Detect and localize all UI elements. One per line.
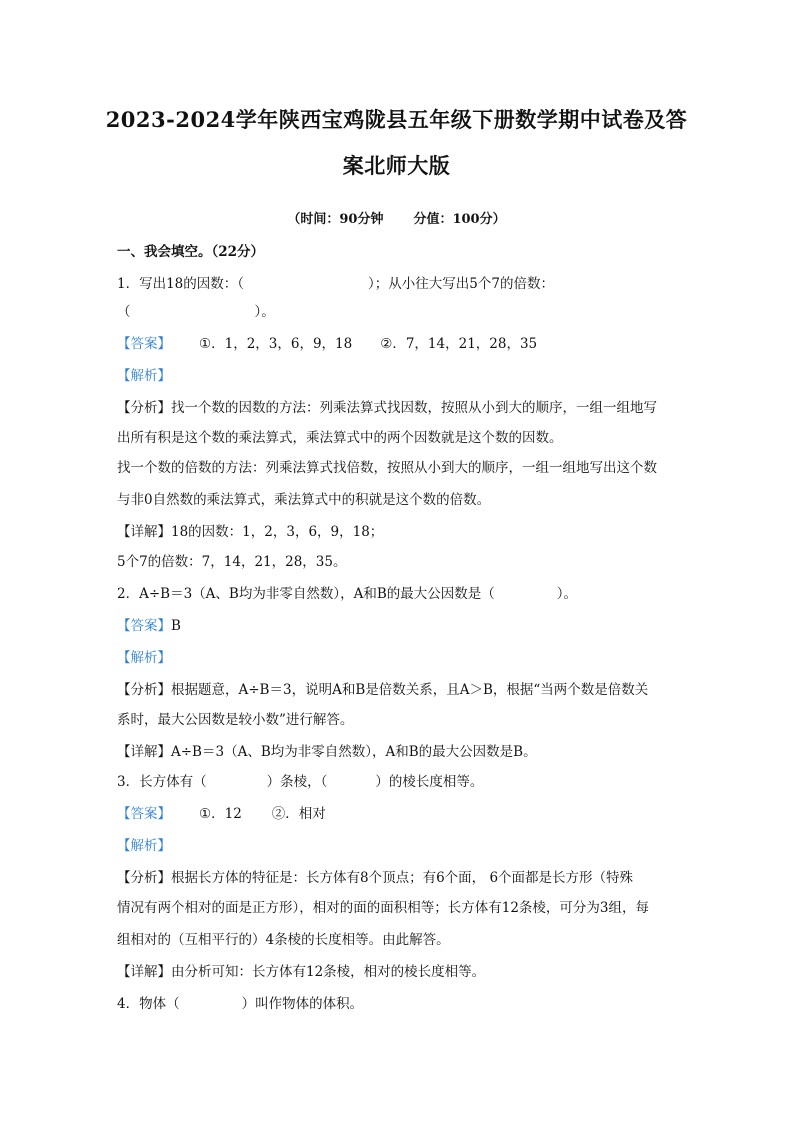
q3-analysis-3: 组相对的（互相平行的）4条棱的长度相等。由此解答。 — [117, 932, 450, 948]
score-info: 分值：100分） — [413, 212, 506, 227]
q3-jiexi-tag: 【解析】 — [117, 838, 171, 854]
q3-answer-2: ②．相对 — [271, 806, 326, 822]
q2-answer-value: B — [171, 618, 181, 634]
question-1 — [117, 272, 554, 292]
q1-answer-2: ②．7，14，21，28，35 — [380, 336, 538, 352]
analysis-tag: 【分析】 — [117, 682, 171, 698]
q4-text-a: 4．物体（ — [117, 996, 180, 1012]
q1-jiexi-tag: 【解析】 — [117, 368, 171, 384]
analysis-tag: 【分析】 — [117, 400, 171, 416]
q2-analysis-text-1: 根据题意，A÷B＝3，说明A和B是倍数关系，且A＞B，根据“当两个数是倍数关 — [171, 682, 649, 698]
q2-detail-text: A÷B＝3（A、B均为非零自然数），A和B的最大公因数是B。 — [171, 744, 537, 760]
answer-tag: 【答案】 — [117, 806, 171, 822]
q2-detail — [117, 740, 537, 760]
q2-analysis-2: 系时，最大公因数是较小数”进行解答。 — [117, 712, 354, 728]
q3-text-a: 3．长方体有（ — [117, 774, 207, 790]
section-heading: 一、我会填空。（22分） — [117, 244, 265, 260]
answer-tag: 【答案】 — [117, 336, 171, 352]
detail-tag: 【详解】 — [117, 744, 171, 760]
exam-info — [0, 208, 793, 227]
q3-answer-1: ①．12 — [199, 806, 242, 822]
q1-text-d: ）。 — [254, 304, 275, 320]
detail-tag: 【详解】 — [117, 964, 171, 980]
q3-detail-text: 由分析可知：长方体有12条棱，相对的棱长度相等。 — [171, 964, 486, 980]
q1-analysis-text-1: 找一个数的因数的方法：列乘法算式找因数，按照从小到大的顺序，一组一组地写 — [171, 400, 657, 416]
question-1-cont — [117, 300, 275, 320]
document-title-line-1: 2023-2024学年陕西宝鸡陇县五年级下册数学期中试卷及答 — [105, 107, 688, 132]
q2-jiexi-tag: 【解析】 — [117, 650, 171, 666]
q1-text-b: ）；从小往大写出5个7的倍数： — [368, 276, 554, 292]
q2-text-b: ）。 — [556, 586, 577, 602]
q1-text-a: 1．写出18的因数：（ — [117, 276, 245, 292]
q1-answer-1: ①．1，2，3，6，9，18 — [199, 336, 353, 352]
q4-text-b: ）叫作物体的体积。 — [241, 996, 364, 1012]
q3-analysis-1 — [117, 866, 633, 886]
q1-text-c: （ — [117, 304, 131, 320]
q1-analysis-3: 找一个数的倍数的方法：列乘法算式找倍数，按照从小到大的顺序，一组一组地写出这个数 — [117, 460, 657, 476]
q2-analysis-1 — [117, 678, 648, 698]
analysis-tag: 【分析】 — [117, 870, 171, 886]
q1-analysis-4: 与非0自然数的乘法算式，乘法算式中的积就是这个数的倍数。 — [117, 492, 491, 508]
q3-analysis-2: 情况有两个相对的面是正方形），相对的面的面积相等；长方体有12条棱，可分为3组，每 — [117, 900, 650, 916]
document-title-line-2: 案北师大版 — [342, 153, 451, 178]
q3-analysis-text-1: 根据长方体的特征是：长方体有8个顶点；有6个面， 6个面都是长方形（特殊 — [171, 870, 634, 886]
question-3 — [117, 770, 483, 790]
q3-detail — [117, 960, 485, 980]
q3-text-c: ）的棱长度相等。 — [375, 774, 484, 790]
q1-detail-2: 5个7的倍数：7，14，21，28，35。 — [117, 554, 347, 570]
q2-text-a: 2．A÷B＝3（A、B均为非零自然数），A和B的最大公因数是（ — [117, 586, 495, 602]
q3-text-b: ）条棱，（ — [266, 774, 328, 790]
q3-answer — [117, 802, 326, 822]
detail-tag: 【详解】 — [117, 524, 171, 540]
q1-answer — [117, 332, 537, 352]
answer-tag: 【答案】 — [117, 618, 171, 634]
q1-analysis-2: 出所有积是这个数的乘法算式，乘法算式中的两个因数就是这个数的因数。 — [117, 430, 563, 446]
q1-detail-1 — [117, 520, 383, 540]
question-4 — [117, 992, 363, 1012]
q1-detail-text-1: 18的因数：1，2，3，6，9，18； — [171, 524, 384, 540]
q1-analysis-1 — [117, 396, 657, 416]
q2-answer — [117, 614, 181, 634]
time-info: （时间：90分钟 — [287, 212, 384, 227]
question-2 — [117, 582, 577, 602]
